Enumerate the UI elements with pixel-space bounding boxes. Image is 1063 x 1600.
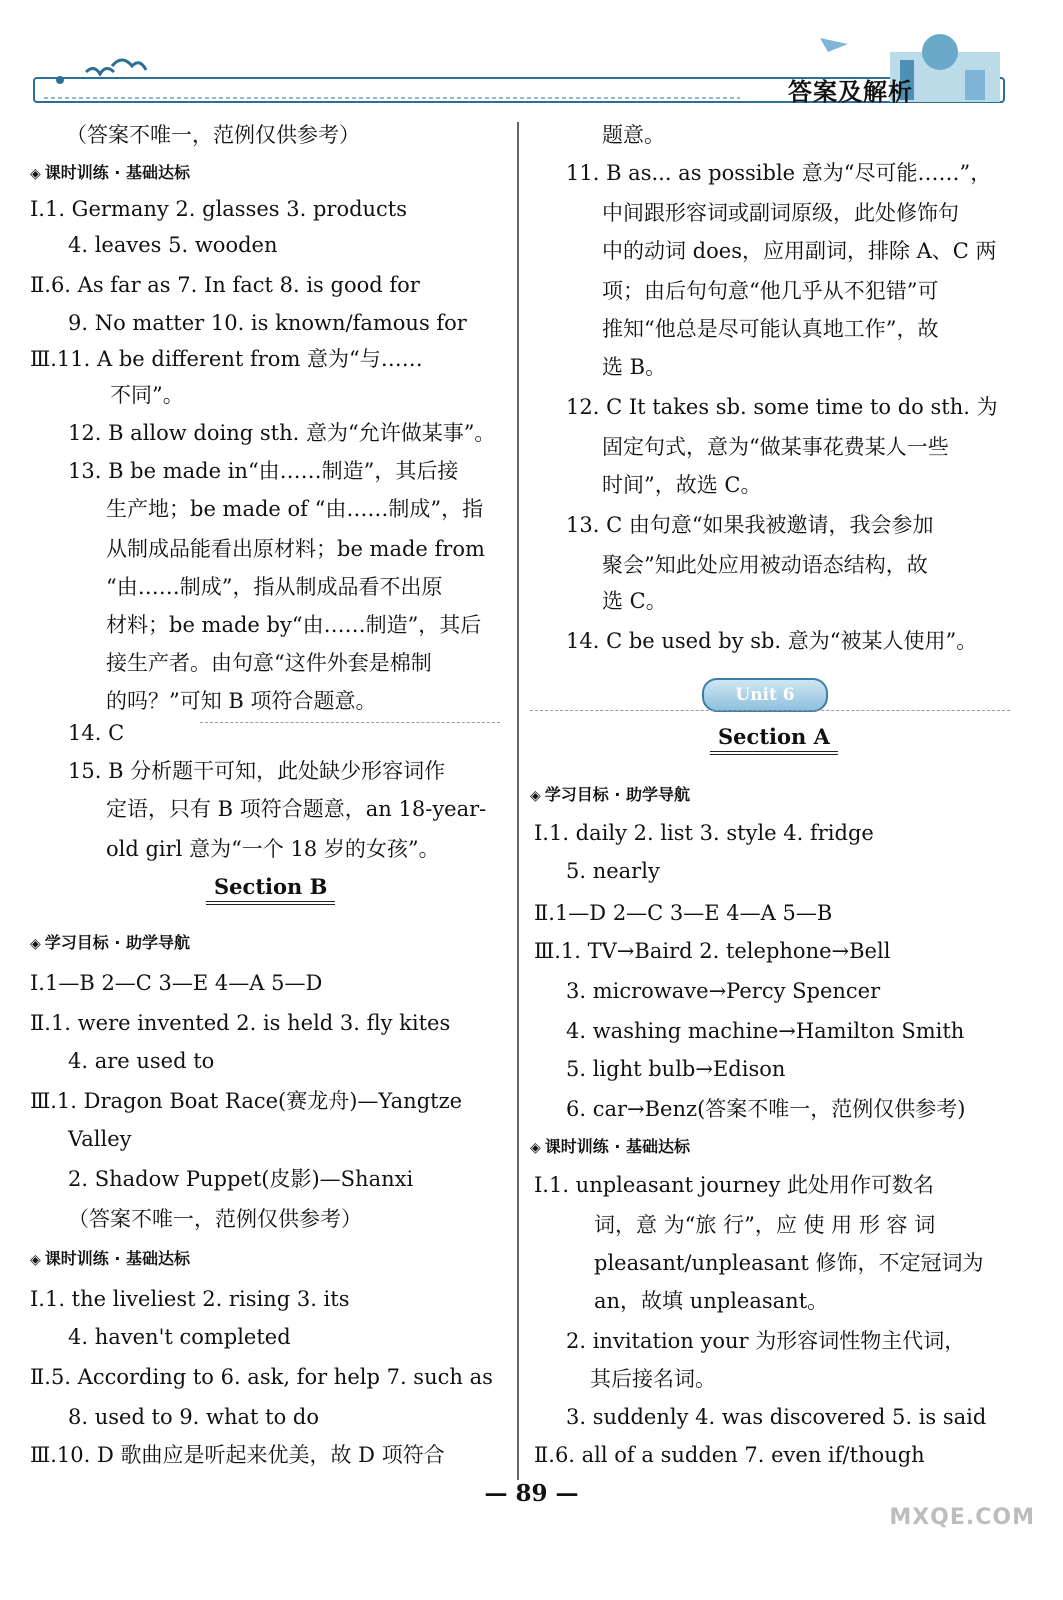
diamond-icon: ◈ xyxy=(30,166,41,182)
watermark: MXQE.COM xyxy=(889,1505,1035,1530)
text-line: 14. C xyxy=(68,721,125,745)
diamond-icon: ◈ xyxy=(530,788,541,804)
text-line: 中的动词 does，应用副词，排除 A、C 两 xyxy=(602,239,997,263)
text-line: 项；由后句句意“他几乎从不犯错”可 xyxy=(602,279,939,303)
paper-plane-icon xyxy=(820,38,848,52)
diamond-icon: ◈ xyxy=(530,1140,541,1156)
text-line: 其后接名词。 xyxy=(590,1367,716,1391)
text-line: 聚会”知此处应用被动语态结构，故 xyxy=(602,553,928,577)
text-line: 不同”。 xyxy=(110,383,184,407)
text-line: Ⅰ.1. daily 2. list 3. style 4. fridge xyxy=(534,821,874,845)
text-line: Ⅱ.1. were invented 2. is held 3. fly kites xyxy=(30,1011,451,1035)
bird-icon xyxy=(86,68,114,74)
text-line: old girl 意为“一个 18 岁的女孩”。 xyxy=(106,837,440,861)
text-line: 15. B 分析题干可知，此处缺少形容词作 xyxy=(68,759,446,783)
text-line: Ⅱ.6. As far as 7. In fact 8. is good for xyxy=(30,273,420,297)
text-line: 13. B be made in“由……制造”，其后接 xyxy=(68,459,459,483)
text-line: 2. Shadow Puppet(皮影)—Shanxi xyxy=(68,1167,414,1191)
text-line: Ⅰ.1. Germany 2. glasses 3. products xyxy=(30,197,408,221)
text-line: 8. used to 9. what to do xyxy=(68,1405,320,1429)
text-line: Ⅰ.1. unpleasant journey 此处用作可数名 xyxy=(534,1173,934,1197)
text-line: 材料；be made by“由……制造”，其后 xyxy=(106,613,482,637)
unit-badge: Unit 6 xyxy=(702,678,828,712)
text-line: pleasant/unpleasant 修饰，不定冠词为 xyxy=(594,1251,984,1275)
text-line: Ⅲ.1. Dragon Boat Race(赛龙舟)—Yangtze xyxy=(30,1089,463,1113)
text-line: Ⅱ.5. According to 6. ask, for help 7. such as xyxy=(30,1365,493,1389)
section-heading: ◈ 学习目标 · 助学导航 xyxy=(30,926,190,961)
text-line: 12. C It takes sb. some time to do sth. 为 xyxy=(566,395,998,419)
text-line: 固定句式，意为“做某事花费某人一些 xyxy=(602,435,949,459)
text-line: 4. haven't completed xyxy=(68,1325,291,1349)
page-header xyxy=(0,0,1063,118)
text-line: 中间跟形容词或副词原级，此处修饰句 xyxy=(602,201,959,225)
text-line: 时间”，故选 C。 xyxy=(602,473,762,497)
text-line: 推知“他总是尽可能认真地工作”，故 xyxy=(602,317,939,341)
text-line: 4. washing machine→Hamilton Smith xyxy=(566,1019,965,1043)
text-line: Ⅱ.1—D 2—C 3—E 4—A 5—B xyxy=(534,901,833,925)
text-line: Ⅱ.6. all of a sudden 7. even if/though xyxy=(534,1443,925,1467)
text-line: 选 C。 xyxy=(602,589,667,613)
text-line: 11. B as... as possible 意为“尽可能……”， xyxy=(566,161,992,185)
dashed-rule xyxy=(530,710,1010,711)
diamond-icon: ◈ xyxy=(30,936,41,952)
text-line: Ⅲ.10. D 歌曲应是听起来优美，故 D 项符合 xyxy=(30,1443,445,1467)
text-line: 接生产者。由句意“这件外套是棉制 xyxy=(106,651,432,675)
text-line: 4. are used to xyxy=(68,1049,215,1073)
text-line: 题意。 xyxy=(602,123,665,147)
text-line: 生产地；be made of “由……制成”，指 xyxy=(106,497,484,521)
text-line: 5. light bulb→Edison xyxy=(566,1057,786,1081)
text-line: 4. leaves 5. wooden xyxy=(68,233,278,257)
text-line: an，故填 unpleasant。 xyxy=(594,1289,829,1313)
text-line: 2. invitation your 为形容词性物主代词， xyxy=(566,1329,966,1353)
section-heading: ◈ 学习目标 · 助学导航 xyxy=(530,778,690,813)
section-heading: ◈ 课时训练 · 基础达标 xyxy=(30,1242,190,1277)
text-line: 选 B。 xyxy=(602,355,667,379)
text-line: （答案不唯一，范例仅供参考） xyxy=(68,1207,362,1231)
text-line: 14. C be used by sb. 意为“被某人使用”。 xyxy=(566,629,978,653)
diamond-icon: ◈ xyxy=(30,1252,41,1268)
text-line: 6. car→Benz(答案不唯一，范例仅供参考) xyxy=(566,1097,966,1121)
globe-icon xyxy=(922,34,958,70)
text-line: （答案不唯一，范例仅供参考） xyxy=(66,123,360,147)
text-line: 5. nearly xyxy=(566,859,660,883)
text-line: Ⅲ.1. TV→Baird 2. telephone→Bell xyxy=(534,939,891,963)
text-line: 从制成品能看出原材料；be made from xyxy=(106,537,485,561)
text-line: 3. microwave→Percy Spencer xyxy=(566,979,881,1003)
text-line: 3. suddenly 4. was discovered 5. is said xyxy=(566,1405,987,1429)
column-divider xyxy=(517,122,519,1480)
bird-icon-2 xyxy=(112,60,146,70)
text-line: 词，意 为“旅 行”，应 使 用 形 容 词 xyxy=(594,1213,936,1237)
section-heading: ◈ 课时训练 · 基础达标 xyxy=(530,1130,690,1165)
text-line: 9. No matter 10. is known/famous for xyxy=(68,311,467,335)
text-line: 13. C 由句意“如果我被邀请，我会参加 xyxy=(566,513,934,537)
text-line: “由……制成”，指从制成品看不出原 xyxy=(106,575,443,599)
text-line: 12. B allow doing sth. 意为“允许做某事”。 xyxy=(68,421,496,445)
text-line: 的吗？”可知 B 项符合题意。 xyxy=(106,689,377,713)
header-title: 答案及解析 xyxy=(788,78,913,106)
text-line: Valley xyxy=(68,1127,132,1151)
page-number: — 89 — xyxy=(484,1480,579,1507)
text-line: 定语，只有 B 项符合题意，an 18-year- xyxy=(106,797,487,821)
section-a-title: Section A xyxy=(710,724,838,755)
text-line: Ⅲ.11. A be different from 意为“与…… xyxy=(30,347,423,371)
text-line: Ⅰ.1. the liveliest 2. rising 3. its xyxy=(30,1287,350,1311)
text-line: Ⅰ.1—B 2—C 3—E 4—A 5—D xyxy=(30,971,323,995)
section-heading: ◈ 课时训练 · 基础达标 xyxy=(30,156,190,191)
dashed-rule xyxy=(200,722,500,723)
section-b-title: Section B xyxy=(206,874,335,905)
